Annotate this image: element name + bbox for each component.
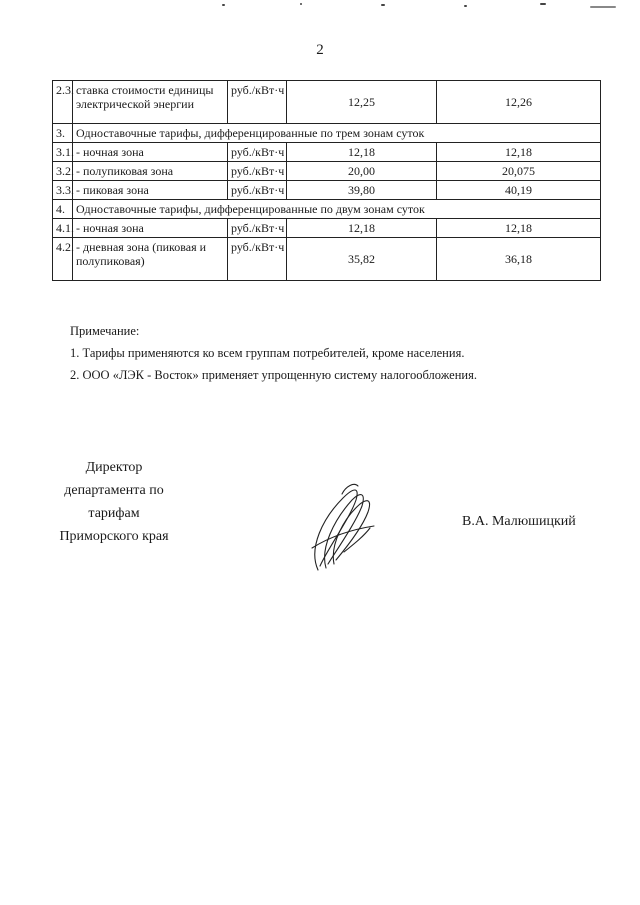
row-number: 3.: [53, 124, 73, 143]
row-number: 4.1.: [53, 219, 73, 238]
note-item: 1. Тарифы применяются ко всем группам потребителей, кроме населения.: [70, 346, 465, 360]
unit-cell: руб./кВт·ч: [228, 81, 287, 124]
page-number: 2: [316, 42, 324, 58]
row-number: 2.3.: [53, 81, 73, 124]
section-row: [53, 124, 601, 143]
row-number: 3.3.: [53, 181, 73, 200]
value-period-1: 12,18: [287, 143, 437, 162]
unit-cell: руб./кВт·ч: [228, 162, 287, 181]
scan-mark: [222, 4, 225, 6]
table-row: [53, 81, 601, 124]
scan-mark: [540, 3, 546, 5]
table-row: [53, 143, 601, 162]
tariff-name: - полупиковая зона: [73, 162, 228, 181]
note-item: 2. ООО «ЛЭК - Восток» применяет упрощенную систему налогообложения.: [70, 368, 477, 382]
table-row: [53, 181, 601, 200]
value-period-2: 36,18: [437, 238, 601, 281]
section-title: Одноставочные тарифы, дифференцированные по трем зонам суток: [73, 124, 601, 143]
tariff-name: - ночная зона: [73, 143, 228, 162]
scan-mark: [464, 5, 467, 7]
signatory-department: департамента по тарифам: [64, 483, 164, 521]
handwritten-signature: [298, 478, 388, 578]
tariff-name: - пиковая зона: [73, 181, 228, 200]
value-period-1: 39,80: [287, 181, 437, 200]
table-row: [53, 162, 601, 181]
value-period-2: 12,18: [437, 143, 601, 162]
signatory-title: [44, 456, 184, 548]
signatory-position: Директор: [85, 460, 143, 475]
table-row: [53, 219, 601, 238]
unit-cell: руб./кВт·ч: [228, 238, 287, 281]
section-row: [53, 200, 601, 219]
signatory-name: В.А. Малюшицкий: [462, 514, 576, 529]
table-row: [53, 238, 601, 281]
value-period-1: 12,18: [287, 219, 437, 238]
notes-heading: Примечание:: [70, 324, 140, 338]
value-period-2: 12,26: [437, 81, 601, 124]
scan-mark: [381, 4, 385, 6]
scan-mark: [300, 3, 302, 5]
value-period-1: 20,00: [287, 162, 437, 181]
row-number: 4.: [53, 200, 73, 219]
unit-cell: руб./кВт·ч: [228, 181, 287, 200]
scan-mark: [590, 6, 616, 8]
value-period-1: 35,82: [287, 238, 437, 281]
tariff-table: [52, 80, 601, 281]
tariff-name: - ночная зона: [73, 219, 228, 238]
notes-section: [70, 320, 477, 386]
section-title: Одноставочные тарифы, дифференцированные по двум зонам суток: [73, 200, 601, 219]
unit-cell: руб./кВт·ч: [228, 143, 287, 162]
value-period-1: 12,25: [287, 81, 437, 124]
tariff-name: - дневная зона (пиковая и полупиковая): [73, 238, 228, 281]
signatory-region: Приморского края: [59, 529, 169, 544]
tariff-name: ставка стоимости единицы электрической энергии: [73, 81, 228, 124]
row-number: 4.2.: [53, 238, 73, 281]
unit-cell: руб./кВт·ч: [228, 219, 287, 238]
value-period-2: 40,19: [437, 181, 601, 200]
row-number: 3.1.: [53, 143, 73, 162]
value-period-2: 12,18: [437, 219, 601, 238]
row-number: 3.2.: [53, 162, 73, 181]
value-period-2: 20,075: [437, 162, 601, 181]
